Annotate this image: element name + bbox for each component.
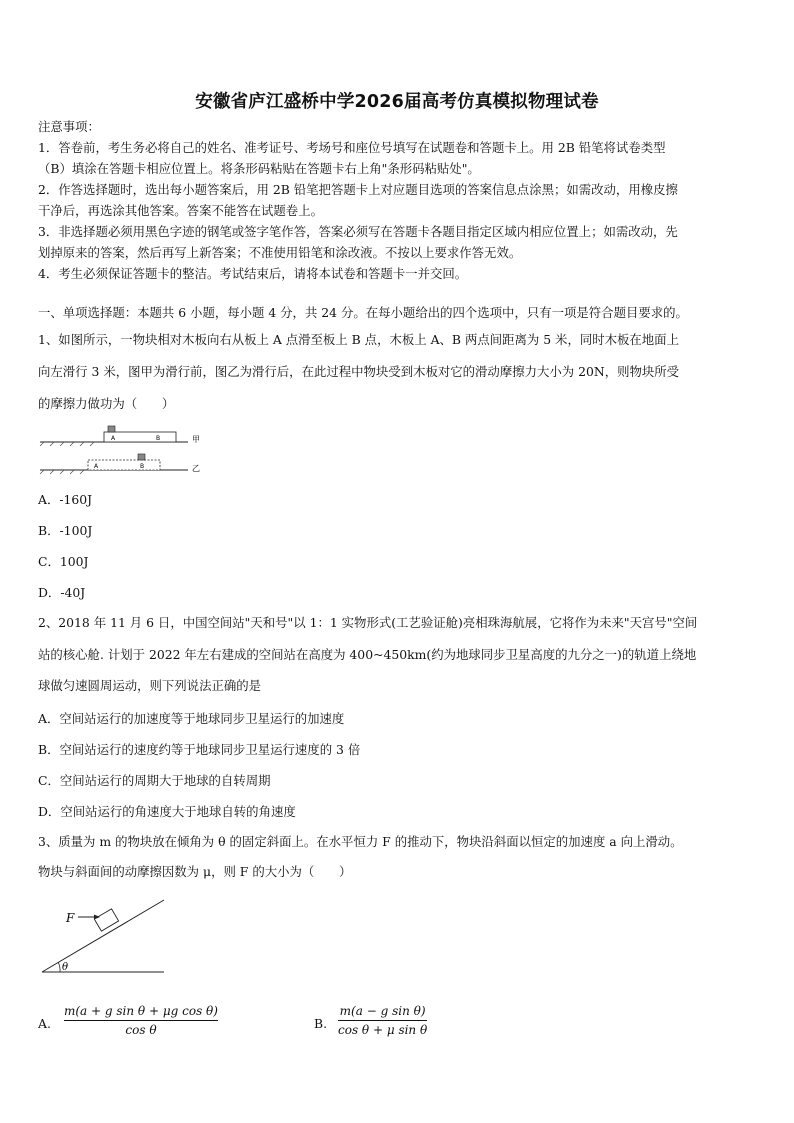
option-b-label: B. bbox=[314, 1016, 328, 1031]
option-d: D．-40J bbox=[38, 585, 86, 600]
option-a: A．空间站运行的加速度等于地球同步卫星运行的加速度 bbox=[38, 711, 345, 726]
figure-yi-label: 乙 bbox=[192, 464, 200, 473]
question-1-text: 1、如图所示，一物块相对木板向右从板上 A 点滑至板上 B 点，木板上 A、B 两点间距离为 5 米，同时木板在地面上 bbox=[38, 332, 679, 347]
question-2-text: 站的核心舱. 计划于 2022 年左右建成的空间站在高度为 400~450km(约为地球同步卫星高度的九分之一)的轨道上绕地 bbox=[38, 647, 697, 662]
notice-line: 4．考生必须保证答题卡的整洁。考试结束后，请将本试卷和答题卡一并交回。 bbox=[38, 266, 468, 281]
option-c: C．空间站运行的周期大于地球的自转周期 bbox=[38, 773, 271, 788]
question-1-text: 的摩擦力做功为（ ） bbox=[38, 396, 175, 411]
question-2-text: 球做匀速圆周运动，则下列说法正确的是 bbox=[38, 678, 262, 693]
angle-label: θ bbox=[62, 962, 69, 973]
notice-heading: 注意事项： bbox=[38, 119, 100, 134]
notice-line: （B）填涂在答题卡相应位置上。将条形码粘贴在答题卡右上角"条形码粘贴处"。 bbox=[38, 161, 480, 176]
option-d: D．空间站运行的角速度大于地球自转的角速度 bbox=[38, 804, 296, 819]
option-a-label: A. bbox=[38, 1016, 51, 1031]
formula-numerator: m(a + g sin θ + μg cos θ) bbox=[64, 1004, 218, 1018]
question-1-text: 向左滑行 3 米，图甲为滑行前，图乙为滑行后，在此过程中物块受到木板对它的滑动摩擦力大小为 20N，则物块所受 bbox=[38, 364, 680, 379]
point-a-label: A bbox=[111, 435, 116, 442]
option-c: C．100J bbox=[38, 554, 89, 569]
option-b: B．-100J bbox=[38, 523, 93, 538]
question-3-figure bbox=[40, 896, 170, 976]
notice-line: 划掉原来的答案，然后再写上新答案；不准使用铅笔和涂改液。不按以上要求作答无效。 bbox=[38, 245, 522, 260]
notice-line: 2．作答选择题时，选出每小题答案后，用 2B 铅笔把答题卡上对应题目选项的答案信息点涂黑；如需改动，用橡皮擦 bbox=[38, 182, 678, 197]
formula-numerator: m(a − g sin θ) bbox=[339, 1004, 426, 1018]
page-title: 安徽省庐江盛桥中学2026届高考仿真模拟物理试卷 bbox=[195, 92, 599, 112]
option-a: A．-160J bbox=[38, 492, 93, 507]
point-b-label: B bbox=[140, 463, 145, 470]
notice-line: 干净后，再选涂其他答案。答案不能答在试题卷上。 bbox=[38, 203, 323, 218]
option-b: B．空间站运行的速度约等于地球同步卫星运行速度的 3 倍 bbox=[38, 742, 361, 757]
question-3-text: 物块与斜面间的动摩擦因数为 μ，则 F 的大小为（ ） bbox=[38, 864, 352, 879]
formula-denominator: cos θ bbox=[125, 1023, 157, 1037]
option-b-formula bbox=[338, 1004, 427, 1037]
formula-denominator: cos θ + μ sin θ bbox=[338, 1023, 428, 1037]
notice-line: 1．答卷前，考生务必将自己的姓名、准考证号、考场号和座位号填写在试题卷和答题卡上。用 2B 铅笔将试卷类型 bbox=[38, 140, 666, 155]
force-label: F bbox=[66, 911, 75, 925]
question-1-figure bbox=[38, 424, 208, 478]
question-2-text: 2、2018 年 11 月 6 日，中国空间站"天和号"以 1：1 实物形式(工艺验证舱)亮相珠海航展，它将作为未来"天宫号"空间 bbox=[38, 615, 698, 630]
point-b-label: B bbox=[156, 435, 161, 442]
point-a-label: A bbox=[94, 463, 99, 470]
section-heading: 一、单项选择题：本题共 6 小题，每小题 4 分，共 24 分。在每小题给出的四个选项中，只有一项是符合题目要求的。 bbox=[38, 305, 688, 320]
question-3-text: 3、质量为 m 的物块放在倾角为 θ 的固定斜面上。在水平恒力 F 的推动下，物块沿斜面以恒定的加速度 a 向上滑动。 bbox=[38, 834, 683, 849]
figure-jia-label: 甲 bbox=[192, 435, 200, 444]
notice-line: 3．非选择题必须用黑色字迹的钢笔或签字笔作答，答案必须写在答题卡各题目指定区域内相应位置上；如需改动，先 bbox=[38, 224, 678, 239]
option-a-formula bbox=[64, 1004, 218, 1037]
